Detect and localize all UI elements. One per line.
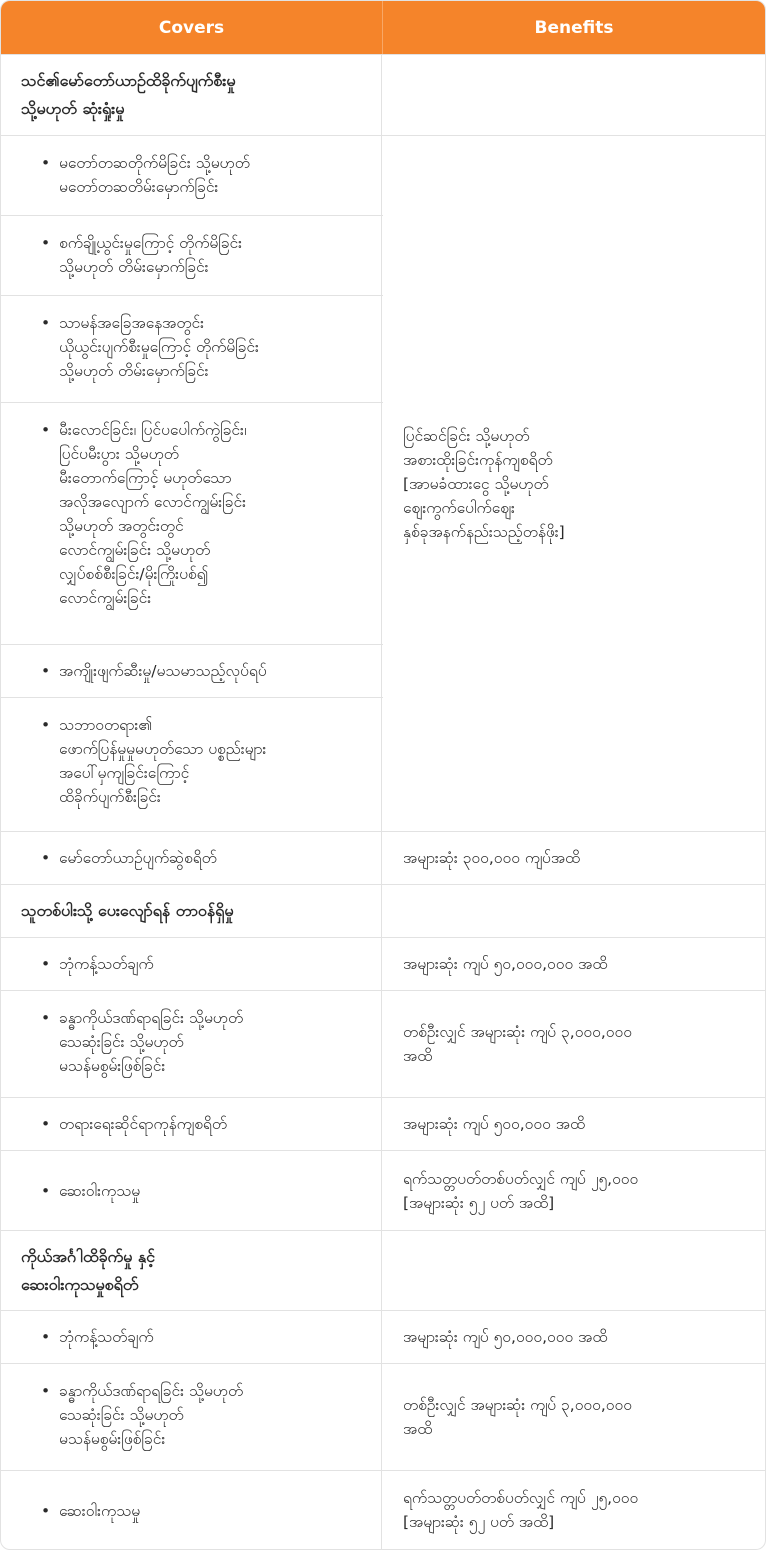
cover-text: ဆေးဝါးကုသမှု: [59, 1182, 141, 1200]
table-row: [1, 1097, 765, 1150]
table-row: [1, 990, 765, 1097]
table-row: [1, 697, 383, 831]
section-title: သင်၏မော်တော်ယာဉ်ထိခိုက်ပျက်စီးမှု သို့မဟုတ် ဆုံးရှုံးမှု: [21, 71, 236, 118]
benefit-text: အများဆုံး ကျပ် ၅၀,၀၀၀,၀၀၀ အထိ: [403, 1328, 608, 1346]
benefit-text: အများဆုံး ကျပ် ၅၀၀,၀၀၀ အထိ: [403, 1115, 585, 1133]
bullet-icon: •: [41, 1182, 51, 1200]
table-row: [1, 215, 383, 295]
table-row: [1, 1470, 765, 1549]
cover-text: တရားရေးဆိုင်ရာကုန်ကျစရိတ်: [59, 1115, 227, 1133]
section-title: သူတစ်ပါးသို့ ပေးလျော်ရန် တာဝန်ရှိမှု: [21, 901, 234, 920]
benefit-cell-empty: [383, 55, 765, 135]
table-row: [1, 295, 383, 402]
section-own-damage: [1, 54, 765, 135]
cover-text: ဘုံကန့်သတ်ချက်: [59, 955, 154, 973]
cover-text: စက်ချို့ယွင်းမှုကြောင့် တိုက်မိခြင်း သို့မဟုတ် တိမ်းမှောက်ခြင်း: [59, 234, 243, 276]
benefit-text: ရက်သတ္တပတ်တစ်ပတ်လျှင် ကျပ် ၂၅,၀၀၀ [အများဆုံး ၅၂ ပတ် အထိ]: [403, 1169, 639, 1212]
benefit-text: အများဆုံး ၃၀၀,၀၀၀ ကျပ်အထိ: [403, 849, 581, 867]
covers-column-header: Covers: [1, 1, 383, 54]
table-row: [1, 831, 765, 884]
table-row: [1, 402, 383, 644]
bullet-icon: •: [41, 1328, 51, 1346]
cover-text: အကျိုးဖျက်ဆီးမှု/မသမာသည့်လုပ်ရပ်: [59, 662, 267, 680]
bullet-icon: •: [41, 1115, 51, 1133]
cover-text: ခန္ဓာကိုယ်ဒဏ်ရာရခြင်း သို့မဟုတ် သေဆုံးခြင်း သို့မဟုတ် မသန်မစွမ်းဖြစ်ခြင်း: [59, 1009, 244, 1075]
cover-text: သာမန်အခြေအနေအတွင်း ယိုယွင်းပျက်စီးမှုကြောင့် တိုက်မိခြင်း သို့မဟုတ် တိမ်းမှောက်ခြင်း: [59, 314, 259, 380]
table-row: [1, 135, 383, 215]
benefit-cell-empty: [383, 1231, 765, 1310]
benefit-text: ပြင်ဆင်ခြင်း သို့မဟုတ် အစားထိုးခြင်းကုန်ကျစရိတ် [အာမခံထားငွေ သို့မဟုတ် ဈေးကွက်ပေါက်ဈေး နှစ်ခုအနက်နည်းသည့်တန်ဖိုး]: [403, 426, 565, 541]
cover-text: မော်တော်ယာဉ်ပျက်ဆွဲစရိတ်: [59, 849, 217, 867]
benefit-text: တစ်ဦးလျှင် အများဆုံး ကျပ် ၃,၀၀၀,၀၀၀ အထိ: [403, 1396, 632, 1438]
table-row: [1, 1150, 765, 1230]
table-body: [1, 54, 765, 1549]
bullet-icon: •: [41, 1502, 51, 1520]
table-row: [1, 644, 383, 697]
bullet-icon: •: [41, 955, 51, 973]
benefits-column-header: Benefits: [534, 17, 614, 38]
bullet-icon: •: [41, 234, 51, 252]
bullet-icon: •: [41, 1382, 51, 1400]
cover-text: ဘုံကန့်သတ်ချက်: [59, 1328, 154, 1346]
cover-text: မီးလောင်ခြင်း၊ ပြင်ပပေါက်ကွဲခြင်း၊ ပြင်ပမီးပွား သို့မဟုတ် မီးတောက်ကြောင့် မဟုတ်သော အလိုအလျောက် လောင်ကျွမ်းခြင်း သို့မဟုတ် အတွင်းတွင် လောင်ကျွမ်းခြင်း သို့မဟုတ် လျှပ်စစ်စီးခြင်း/မိုးကြိုးပစ်၍ လောင်ကျွမ်းခြင်း: [59, 421, 247, 607]
section-personal-accident: [1, 1230, 765, 1310]
bullet-icon: •: [41, 849, 51, 867]
section-third-party: [1, 884, 765, 937]
benefit-cell-empty: [383, 885, 765, 937]
table-header: [1, 1, 765, 54]
bullet-icon: •: [41, 1009, 51, 1027]
cover-text: မတော်တဆတိုက်မိခြင်း သို့မဟုတ် မတော်တဆတိမ်းမှောက်ခြင်း: [59, 154, 250, 196]
bullet-icon: •: [41, 154, 51, 172]
section-title: ကိုယ်အင်္ဂါထိခိုက်မှု နှင့် ဆေးဝါးကုသမှုစရိတ်: [21, 1246, 155, 1294]
bullet-icon: •: [41, 421, 51, 439]
cover-text: ခန္ဓာကိုယ်ဒဏ်ရာရခြင်း သို့မဟုတ် သေဆုံးခြင်း သို့မဟုတ် မသန်မစွမ်းဖြစ်ခြင်း: [59, 1382, 244, 1448]
benefit-text: ရက်သတ္တပတ်တစ်ပတ်လျှင် ကျပ် ၂၅,၀၀၀ [အများဆုံး ၅၂ ပတ် အထိ]: [403, 1489, 639, 1531]
table-row: [1, 1310, 765, 1363]
bullet-icon: •: [41, 314, 51, 332]
merged-benefit-cell: [383, 135, 765, 831]
benefit-text: အများဆုံး ကျပ် ၅၀,၀၀၀,၀၀၀ အထိ: [403, 955, 608, 973]
cover-text: သဘာဝတရား၏ ဖောက်ပြန်မှုမှုမဟုတ်သော ပစ္စည်းများ အပေါ်မှကျခြင်းကြောင့် ထိခိုက်ပျက်စီးခြင်း: [59, 716, 267, 806]
table-row: [1, 1363, 765, 1470]
cover-text: ဆေးဝါးကုသမှု: [59, 1502, 141, 1520]
bullet-icon: •: [41, 716, 51, 734]
table-row: [1, 937, 765, 990]
benefit-text: တစ်ဦးလျှင် အများဆုံး ကျပ် ၃,၀၀၀,၀၀၀ အထိ: [403, 1023, 632, 1065]
bullet-icon: •: [41, 662, 51, 680]
